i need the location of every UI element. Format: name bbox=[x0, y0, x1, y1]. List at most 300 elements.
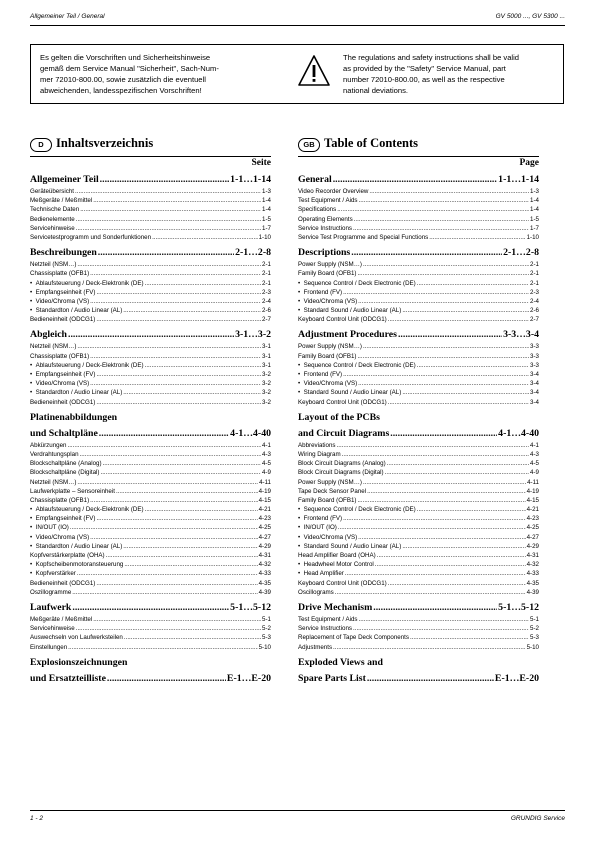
toc-entry bbox=[298, 398, 539, 407]
dot-leader bbox=[145, 279, 261, 288]
language-badge: GB bbox=[298, 138, 320, 152]
entry-title: Bedieneinheit (ODCG1) bbox=[30, 316, 96, 324]
dot-leader bbox=[99, 426, 229, 441]
entry-page: 3-2 bbox=[262, 371, 271, 378]
entry-title: Bedienelemente bbox=[30, 215, 75, 223]
dot-leader bbox=[68, 643, 257, 652]
notice-de-line: gemäß dem Service Manual "Sicherheit", Sach-Num- bbox=[40, 64, 219, 73]
entry-page: 5-3 bbox=[530, 634, 539, 642]
entry-title: Replacement of Tape Deck Components bbox=[298, 634, 409, 642]
entry-page: 2-6 bbox=[262, 307, 271, 315]
entry-page: 3-1 bbox=[262, 361, 271, 369]
entry-page: 4-39 bbox=[526, 588, 539, 596]
toc-entry bbox=[30, 624, 271, 633]
toc-entry bbox=[30, 288, 271, 297]
dot-leader bbox=[103, 459, 262, 468]
entry-title: • Headwheel Motor Control bbox=[298, 560, 374, 569]
notice-en-line: as provided by the "Safety" Service Manual, part bbox=[343, 64, 506, 73]
entry-page: 3-4 bbox=[530, 380, 539, 388]
notice-en-line: national deviations. bbox=[343, 86, 409, 95]
toc-entry bbox=[298, 505, 539, 514]
toc-entry bbox=[298, 615, 539, 624]
toc-entry bbox=[298, 643, 539, 652]
dot-leader bbox=[93, 196, 261, 205]
section-gap bbox=[30, 324, 271, 326]
entry-title: Meßgeräte / Meßmittel bbox=[30, 615, 93, 623]
entry-title: Bedieneinheit (ODCG1) bbox=[30, 398, 96, 406]
toc-entry bbox=[298, 468, 539, 477]
page-column-label: Page bbox=[519, 158, 539, 168]
entry-title: • IN/OUT (IO) bbox=[30, 523, 69, 532]
dot-leader bbox=[123, 306, 261, 315]
entry-title: Abbreviations bbox=[298, 441, 336, 449]
entry-page: 2-1 bbox=[530, 279, 539, 287]
entry-page: 4-31 bbox=[258, 552, 271, 559]
section-heading bbox=[30, 671, 271, 686]
entry-page: 1-4 bbox=[530, 206, 539, 214]
entry-title: • Frontend (FV) bbox=[298, 370, 342, 379]
entry-title: • Empfangseinheit (FV) bbox=[30, 288, 95, 297]
notice-german bbox=[40, 52, 280, 96]
section-title: Drive Mechanism bbox=[298, 601, 373, 613]
page-header bbox=[30, 11, 565, 26]
toc-entry bbox=[298, 560, 539, 569]
section-title: Descriptions bbox=[298, 247, 351, 259]
dot-leader bbox=[359, 196, 530, 205]
toc-title: Table of Contents bbox=[324, 136, 418, 150]
entry-title: • Sequence Control / Deck Electronic (DE) bbox=[298, 361, 416, 370]
entry-page: 1-4 bbox=[262, 206, 271, 214]
dot-leader bbox=[351, 245, 502, 260]
dot-leader bbox=[345, 569, 526, 578]
section-gap bbox=[30, 597, 271, 599]
toc-entry bbox=[30, 551, 271, 560]
toc-entry bbox=[30, 196, 271, 205]
entry-page: 4-29 bbox=[526, 542, 539, 550]
dot-leader bbox=[96, 370, 261, 379]
section-pages: 4-1…4-40 bbox=[498, 427, 539, 439]
entry-page: 2-1 bbox=[262, 270, 271, 278]
section-gap bbox=[298, 686, 539, 688]
section-gap bbox=[298, 597, 539, 599]
entry-title: Wiring Diagram bbox=[298, 450, 341, 458]
dot-leader bbox=[90, 297, 261, 306]
entry-title: Power Supply (NSM…) bbox=[298, 261, 362, 269]
toc-entry bbox=[30, 496, 271, 505]
toc-entry bbox=[298, 260, 539, 269]
entry-title: Blockschaltpläne (Analog) bbox=[30, 460, 102, 468]
dot-leader bbox=[90, 496, 257, 505]
toc-entry bbox=[30, 361, 271, 370]
toc-sections bbox=[30, 172, 271, 688]
entry-title: Netzteil (NSM…) bbox=[30, 343, 77, 351]
entry-page: 4-3 bbox=[530, 450, 539, 458]
dot-leader bbox=[90, 533, 257, 542]
entry-title: Chassisplatte (OFB1) bbox=[30, 352, 90, 360]
toc-entry bbox=[298, 352, 539, 361]
section-heading bbox=[298, 600, 539, 615]
dot-leader bbox=[363, 478, 526, 487]
entry-title: • Standardton / Audio Linear (AL) bbox=[30, 306, 122, 315]
dot-leader bbox=[373, 600, 497, 615]
entry-title: Chassisplatte (OFB1) bbox=[30, 270, 90, 278]
entry-title: Video Recorder Overview bbox=[298, 188, 369, 195]
entry-page: 4-19 bbox=[526, 487, 539, 495]
entry-page: 4-32 bbox=[258, 561, 271, 569]
section-pages: E-1…E-20 bbox=[494, 672, 539, 684]
dot-leader bbox=[337, 205, 529, 214]
entry-page: 5-3 bbox=[262, 634, 271, 642]
entry-title: Family Board (OFB1) bbox=[298, 270, 357, 278]
entry-page: 4-32 bbox=[526, 561, 539, 569]
dot-leader bbox=[343, 514, 525, 523]
toc-entry bbox=[30, 533, 271, 542]
entry-title: Specifications bbox=[298, 206, 337, 214]
toc-entry bbox=[30, 297, 271, 306]
entry-page: 3-2 bbox=[262, 398, 271, 406]
entry-title: Keyboard Control Unit (ODCG1) bbox=[298, 316, 387, 324]
entry-title: Verdrahtungsplan bbox=[30, 450, 79, 458]
toc-title-row bbox=[30, 136, 271, 154]
entry-page: 2-1 bbox=[530, 261, 539, 269]
entry-page: 3-2 bbox=[262, 380, 271, 388]
entry-page: 4-35 bbox=[526, 579, 539, 587]
dot-leader bbox=[70, 523, 258, 532]
toc-entry bbox=[30, 523, 271, 532]
toc-entry bbox=[298, 215, 539, 224]
entry-title: Servicetestprogramm und Sonderfunktionen bbox=[30, 233, 152, 241]
entry-page: 2-4 bbox=[262, 297, 271, 305]
entry-page: 5-1 bbox=[262, 615, 271, 623]
toc-entry bbox=[298, 370, 539, 379]
entry-page: 2-3 bbox=[262, 288, 271, 296]
section-gap bbox=[30, 652, 271, 654]
toc-entry bbox=[298, 196, 539, 205]
entry-title: • Kopfscheibenmotoransteuerung bbox=[30, 560, 123, 569]
toc-entry bbox=[30, 352, 271, 361]
entry-title: Block Circuit Diagrams (Analog) bbox=[298, 460, 386, 468]
entry-page: 3-1 bbox=[262, 352, 271, 360]
entry-page: 4-23 bbox=[526, 515, 539, 523]
entry-title: Keyboard Control Unit (ODCG1) bbox=[298, 398, 387, 406]
dot-leader bbox=[357, 496, 525, 505]
page-footer bbox=[30, 810, 565, 825]
page-number: 1 - 2 bbox=[30, 815, 44, 822]
entry-page: 4-27 bbox=[526, 533, 539, 541]
entry-title: Test Equipment / Aids bbox=[298, 615, 358, 623]
entry-title: Kopfverstärkerplatte (OHA) bbox=[30, 552, 105, 559]
entry-page: 4-31 bbox=[526, 552, 539, 559]
entry-page: 5-10 bbox=[526, 643, 539, 651]
toc-entry bbox=[298, 187, 539, 196]
entry-title: Abkürzungen bbox=[30, 441, 67, 449]
entry-title: Family Board (OFB1) bbox=[298, 496, 357, 504]
entry-title: • Video/Chroma (VS) bbox=[30, 533, 89, 542]
entry-page: 1-4 bbox=[262, 197, 271, 205]
section-heading bbox=[30, 426, 271, 441]
dot-leader bbox=[357, 352, 529, 361]
dot-leader bbox=[123, 388, 261, 397]
toc-entry bbox=[298, 288, 539, 297]
section-pages: 4-1…4-40 bbox=[230, 427, 271, 439]
dot-leader bbox=[369, 187, 529, 196]
dot-leader bbox=[72, 588, 257, 597]
dot-leader bbox=[96, 398, 261, 407]
section-pages: 1-1…1-14 bbox=[230, 174, 271, 185]
entry-page: 4-21 bbox=[526, 506, 539, 514]
entry-page: 4-23 bbox=[258, 515, 271, 523]
section-title: General bbox=[298, 174, 332, 185]
entry-page: 4-25 bbox=[526, 524, 539, 532]
entry-title: Laufwerkplatte – Sensoreinheit bbox=[30, 487, 115, 495]
notice-en-line: The regulations and safety instructions shall be valid bbox=[343, 53, 520, 62]
dot-leader bbox=[417, 505, 526, 514]
dot-leader bbox=[337, 441, 530, 450]
entry-title: Netzteil (NSM…) bbox=[30, 478, 77, 486]
dot-leader bbox=[353, 624, 529, 633]
toc-entry bbox=[30, 569, 271, 578]
entry-page: 3-2 bbox=[262, 389, 271, 397]
toc-entry bbox=[298, 379, 539, 388]
toc-entry bbox=[298, 224, 539, 233]
dot-leader bbox=[388, 398, 529, 407]
entry-title: Auswechseln von Laufwerksteilen bbox=[30, 634, 123, 642]
entry-page: 3-1 bbox=[262, 343, 271, 351]
dot-leader bbox=[96, 288, 261, 297]
dot-leader bbox=[375, 560, 526, 569]
entry-title: Tape Deck Sensor Panel bbox=[298, 487, 367, 495]
dot-leader bbox=[354, 215, 529, 224]
toc-entry bbox=[298, 542, 539, 551]
toc-entry bbox=[30, 342, 271, 351]
dot-leader bbox=[402, 542, 525, 551]
toc-entry bbox=[298, 205, 539, 214]
toc-entry bbox=[298, 450, 539, 459]
toc-entry bbox=[30, 269, 271, 278]
entry-title: Family Board (OFB1) bbox=[298, 352, 357, 360]
entry-page: 2-3 bbox=[530, 288, 539, 296]
section-title: und Schaltpläne bbox=[30, 427, 98, 439]
dot-leader bbox=[343, 370, 529, 379]
entry-title: Test Equipment / Aids bbox=[298, 197, 358, 205]
entry-page: 1-10 bbox=[526, 233, 539, 241]
dot-leader bbox=[358, 297, 529, 306]
toc-entry bbox=[298, 361, 539, 370]
section-pages: 5-1…5-12 bbox=[230, 601, 271, 613]
title-rule bbox=[298, 156, 539, 157]
section-pages: 2-1…2-8 bbox=[235, 247, 271, 259]
entry-title: Geräteübersicht bbox=[30, 188, 75, 195]
section-heading bbox=[30, 245, 271, 260]
entry-title: • Standard Sound / Audio Linear (AL) bbox=[298, 306, 401, 315]
section-title-line: Platinenabbildungen bbox=[30, 411, 118, 423]
dot-leader bbox=[76, 624, 261, 633]
entry-title: • Frontend (FV) bbox=[298, 288, 342, 297]
dot-leader bbox=[385, 468, 529, 477]
entry-page: 4-5 bbox=[530, 460, 539, 468]
entry-page: 5-2 bbox=[262, 625, 271, 633]
notice-english bbox=[343, 52, 557, 96]
toc-entry bbox=[30, 398, 271, 407]
dot-leader bbox=[116, 487, 258, 496]
entry-title: • IN/OUT (IO) bbox=[298, 523, 337, 532]
page-column-label: Seite bbox=[251, 158, 271, 168]
dot-leader bbox=[353, 224, 529, 233]
dot-leader bbox=[343, 288, 529, 297]
dot-leader bbox=[402, 388, 529, 397]
toc-entry bbox=[298, 633, 539, 642]
entry-page: 2-7 bbox=[530, 316, 539, 324]
entry-page: 4-9 bbox=[530, 469, 539, 477]
toc-entry bbox=[298, 441, 539, 450]
entry-title: • Standardton / Audio Linear (AL) bbox=[30, 542, 122, 551]
section-title-line: Layout of the PCBs bbox=[298, 411, 380, 423]
entry-title: Oszillogramme bbox=[30, 588, 72, 596]
section-pages: 3-1…3-2 bbox=[235, 329, 271, 341]
section-gap bbox=[298, 407, 539, 409]
entry-title: Head Amplifier Board (OHA) bbox=[298, 552, 376, 559]
section-title: Allgemeiner Teil bbox=[30, 174, 99, 185]
entry-page: 1-4 bbox=[530, 197, 539, 205]
toc-entry bbox=[298, 269, 539, 278]
header-right: GV 5000 ..., GV 5300 ... bbox=[495, 13, 565, 20]
toc-entry bbox=[30, 187, 271, 196]
dot-leader bbox=[367, 671, 494, 686]
entry-title: • Kopfverstärker bbox=[30, 569, 76, 578]
entry-page: 4-11 bbox=[259, 478, 271, 486]
entry-title: • Ablaufsteuerung / Deck-Elektronik (DE) bbox=[30, 279, 144, 288]
entry-page: 4-1 bbox=[530, 441, 539, 449]
entry-page: 3-4 bbox=[530, 389, 539, 397]
entry-page: 2-4 bbox=[530, 297, 539, 305]
toc-entry bbox=[30, 370, 271, 379]
entry-title: Block Circuit Diagrams (Digital) bbox=[298, 469, 384, 477]
dot-leader bbox=[359, 615, 530, 624]
entry-title: • Video/Chroma (VS) bbox=[30, 297, 89, 306]
entry-title: • Standard Sound / Audio Linear (AL) bbox=[298, 542, 401, 551]
entry-title: • Video/Chroma (VS) bbox=[30, 379, 89, 388]
entry-page: 1-5 bbox=[530, 215, 539, 223]
dot-leader bbox=[77, 569, 258, 578]
dot-leader bbox=[77, 260, 261, 269]
dot-leader bbox=[417, 361, 529, 370]
toc-entry bbox=[30, 643, 271, 652]
toc-entry bbox=[30, 306, 271, 315]
entry-title: Service Instructions bbox=[298, 625, 352, 633]
dot-leader bbox=[342, 450, 529, 459]
entry-page: 3-3 bbox=[530, 361, 539, 369]
dot-leader bbox=[90, 269, 261, 278]
entry-title: • Sequence Control / Deck Electronic (DE) bbox=[298, 505, 416, 514]
section-heading bbox=[30, 172, 271, 187]
entry-title: Keyboard Control Unit (ODCG1) bbox=[298, 579, 387, 587]
entry-title: • Ablaufsteuerung / Deck-Elektronik (DE) bbox=[30, 505, 144, 514]
section-title: und Ersatzteilliste bbox=[30, 672, 106, 684]
entry-title: Power Supply (NSM…) bbox=[298, 343, 362, 351]
entry-page: 2-7 bbox=[262, 316, 271, 324]
toc-entry bbox=[298, 297, 539, 306]
toc-entry bbox=[298, 459, 539, 468]
dot-leader bbox=[357, 269, 529, 278]
dot-leader bbox=[358, 533, 525, 542]
dot-leader bbox=[387, 459, 529, 468]
toc-entry bbox=[30, 615, 271, 624]
entry-page: 1-7 bbox=[530, 224, 539, 232]
dot-leader bbox=[410, 633, 529, 642]
dot-leader bbox=[124, 560, 257, 569]
entry-page: 5-1 bbox=[530, 615, 539, 623]
dot-leader bbox=[390, 426, 497, 441]
toc-entry bbox=[30, 279, 271, 288]
entry-title: Bedieneinheit (ODCG1) bbox=[30, 579, 96, 587]
entry-title: • Video/Chroma (VS) bbox=[298, 379, 357, 388]
toc-entry bbox=[30, 315, 271, 324]
entry-title: Power Supply (NSM…) bbox=[298, 478, 362, 486]
toc-entry bbox=[30, 388, 271, 397]
section-title: Spare Parts List bbox=[298, 672, 366, 684]
section-title: Abgleich bbox=[30, 329, 68, 341]
entry-page: 2-1 bbox=[530, 270, 539, 278]
entry-page: 4-21 bbox=[258, 506, 271, 514]
section-gap bbox=[298, 652, 539, 654]
dot-leader bbox=[358, 379, 529, 388]
toc-entry bbox=[30, 505, 271, 514]
section-title: Laufwerk bbox=[30, 601, 72, 613]
dot-leader bbox=[377, 551, 526, 560]
toc-entry bbox=[298, 551, 539, 560]
section-gap bbox=[30, 407, 271, 409]
dot-leader bbox=[388, 315, 529, 324]
toc-entry bbox=[30, 441, 271, 450]
section-pages: 3-3…3-4 bbox=[503, 329, 539, 341]
dot-leader bbox=[72, 600, 229, 615]
entry-title: • Standardton / Audio Linear (AL) bbox=[30, 388, 122, 397]
entry-page: 4-19 bbox=[258, 487, 271, 495]
entry-title: • Head Amplifier bbox=[298, 569, 344, 578]
section-pages: 2-1…2-8 bbox=[503, 247, 539, 259]
header-left: Allgemeiner Teil / General bbox=[30, 13, 105, 20]
dot-leader bbox=[145, 505, 258, 514]
toc-entry bbox=[30, 233, 271, 242]
warning-triangle-icon bbox=[297, 54, 331, 88]
toc-entry bbox=[30, 478, 271, 487]
entry-title: Einstellungen bbox=[30, 643, 68, 651]
entry-title: Meßgeräte / Meßmittel bbox=[30, 197, 93, 205]
entry-title: Service Instructions bbox=[298, 224, 352, 232]
dot-leader bbox=[67, 441, 261, 450]
entry-page: 3-3 bbox=[530, 343, 539, 351]
dot-leader bbox=[77, 478, 258, 487]
section-heading bbox=[298, 671, 539, 686]
dot-leader bbox=[76, 215, 261, 224]
section-heading bbox=[298, 172, 539, 187]
dot-leader bbox=[68, 327, 234, 342]
entry-page: 4-11 bbox=[527, 478, 539, 486]
entry-page: 4-5 bbox=[262, 460, 271, 468]
toc-entry bbox=[30, 260, 271, 269]
toc-entry bbox=[30, 224, 271, 233]
dot-leader bbox=[96, 315, 261, 324]
section-heading bbox=[298, 426, 539, 441]
dot-leader bbox=[338, 523, 526, 532]
section-title: and Circuit Diagrams bbox=[298, 427, 390, 439]
entry-page: 4-33 bbox=[526, 570, 539, 578]
entry-title: Blockschaltpläne (Digital) bbox=[30, 469, 100, 477]
dot-leader bbox=[333, 172, 497, 187]
toc-entry bbox=[298, 306, 539, 315]
dot-leader bbox=[388, 579, 526, 588]
toc-entry bbox=[298, 342, 539, 351]
